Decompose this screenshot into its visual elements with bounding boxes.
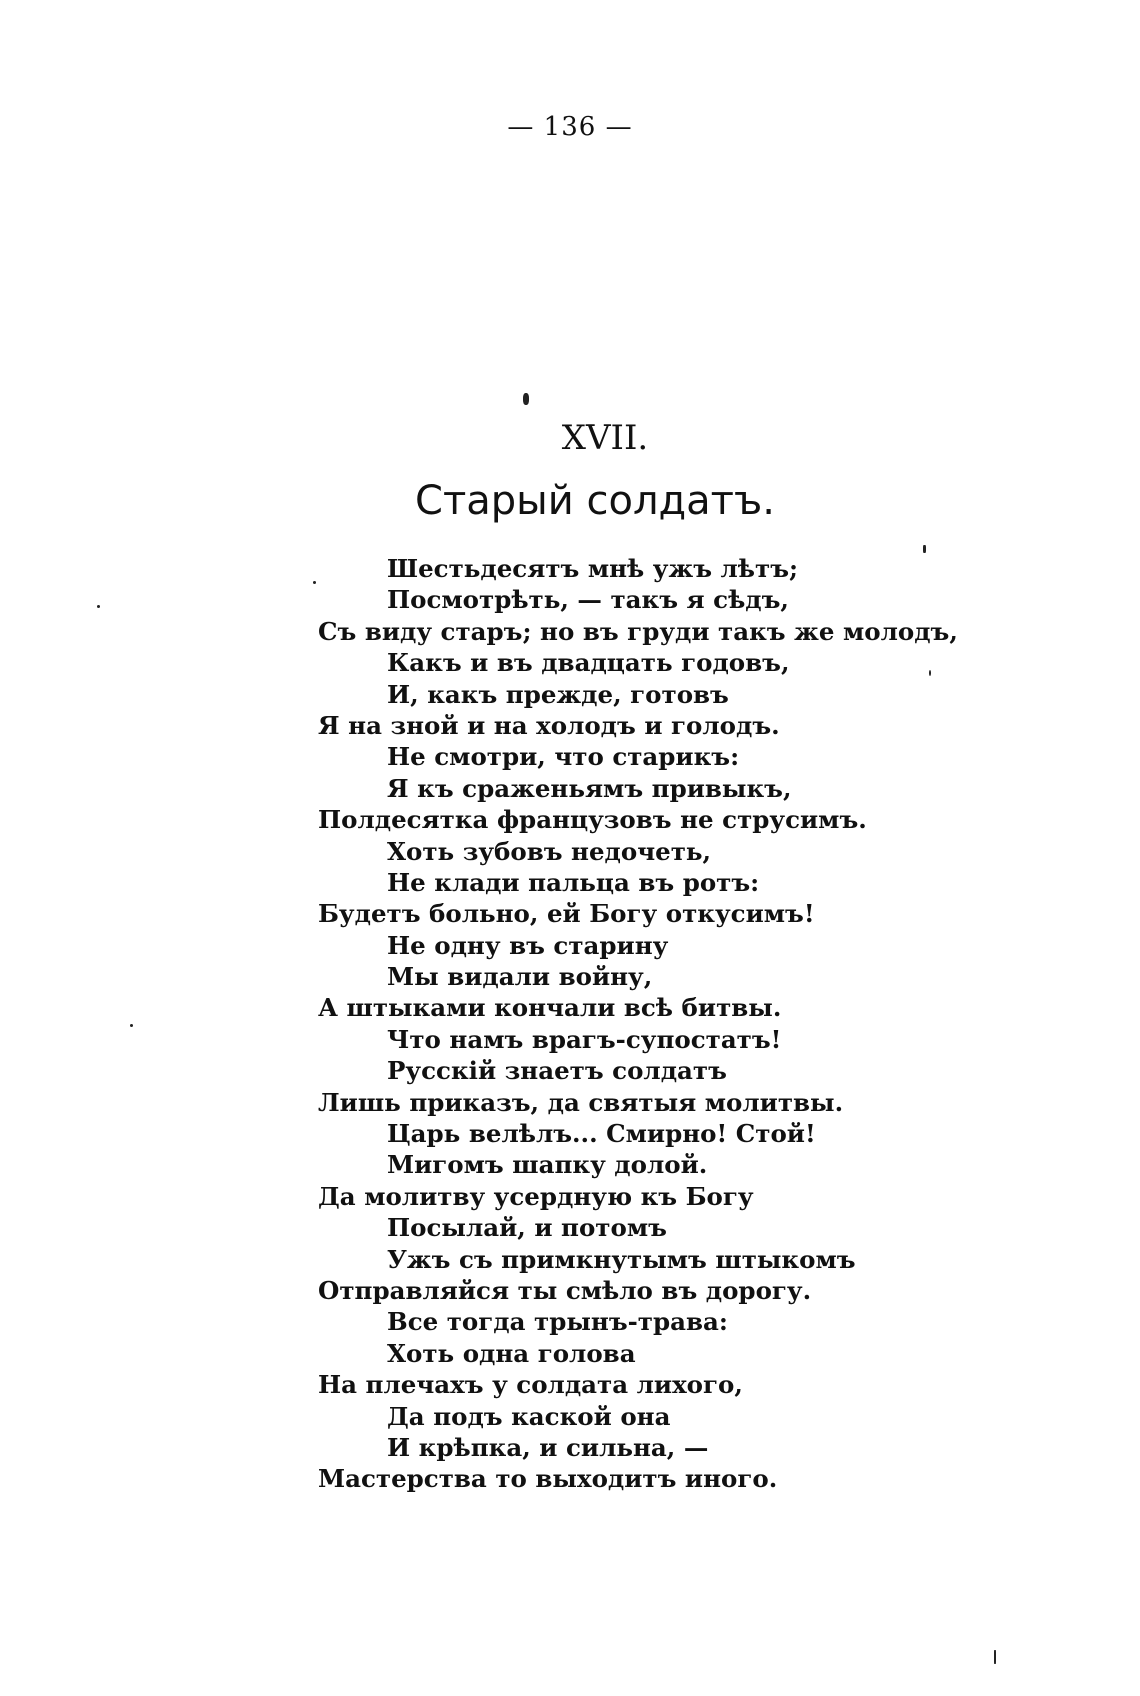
- verse-line: Мастерства то выходитъ иного.: [318, 1464, 778, 1494]
- verse-line: Шестьдесятъ мнѣ ужъ лѣтъ;: [387, 554, 799, 583]
- verse-line: Мигомъ шапку долой.: [387, 1150, 708, 1180]
- ink-mark: [994, 1650, 996, 1664]
- verse-line: Я на зной и на холодъ и голодъ.: [318, 710, 780, 740]
- verse-line: Отправляйся ты смѣло въ дорогу.: [318, 1275, 812, 1305]
- verse-line: Посылай, и потомъ: [387, 1213, 667, 1243]
- verse-line: Ужъ съ примкнутымъ штыкомъ: [387, 1244, 856, 1274]
- verse-line: Будетъ больно, ей Богу откусимъ!: [318, 899, 815, 929]
- ink-mark: [97, 605, 100, 608]
- verse-line: На плечахъ у солдата лихого,: [318, 1370, 743, 1400]
- poem-title: Старый солдатъ.: [415, 478, 775, 524]
- verse-line: Хоть зубовъ недочеть,: [387, 836, 712, 866]
- verse-line: Какъ и въ двадцать годовъ,: [387, 648, 790, 678]
- verse-line: Да подъ каской она: [387, 1401, 671, 1431]
- verse-line: Не одну въ старину: [387, 930, 669, 960]
- verse-line: Полдесятка французовъ не струсимъ.: [318, 805, 867, 835]
- ink-mark: [313, 581, 316, 584]
- ink-mark: [130, 1024, 133, 1027]
- ink-mark: [523, 393, 529, 405]
- verse-line: Мы видали войну,: [387, 962, 653, 992]
- poem-body: [318, 553, 1018, 1495]
- verse-line: Посмотрѣть, — такъ я сѣдъ,: [387, 585, 789, 615]
- verse-line: Все тогда трынъ-трава:: [387, 1307, 728, 1337]
- verse-line: Да молитву усердную къ Богу: [318, 1181, 754, 1211]
- verse-line: Съ виду старъ; но въ груди такъ же молодъ,: [318, 616, 958, 646]
- section-number: XVII.: [561, 418, 649, 458]
- page-number: — 136 —: [507, 112, 633, 142]
- verse-line: Царь велѣлъ... Смирно! Стой!: [387, 1119, 816, 1149]
- verse-line: Я къ сраженьямъ привыкъ,: [387, 773, 792, 803]
- verse-line: А штыками кончали всѣ битвы.: [318, 993, 782, 1023]
- verse-line: И крѣпка, и сильна, —: [387, 1432, 709, 1462]
- verse-line: Лишь приказъ, да святыя молитвы.: [318, 1087, 844, 1117]
- verse-line: Хоть одна голова: [387, 1338, 636, 1368]
- verse-line: Что намъ врагъ-супостатъ!: [387, 1024, 782, 1054]
- verse-line: Русскій знаетъ солдатъ: [387, 1056, 727, 1086]
- verse-line: И, какъ прежде, готовъ: [387, 679, 729, 709]
- verse-line: Не смотри, что старикъ:: [387, 742, 740, 772]
- verse-line: Не клади пальца въ ротъ:: [387, 867, 760, 897]
- ink-mark: [923, 545, 926, 553]
